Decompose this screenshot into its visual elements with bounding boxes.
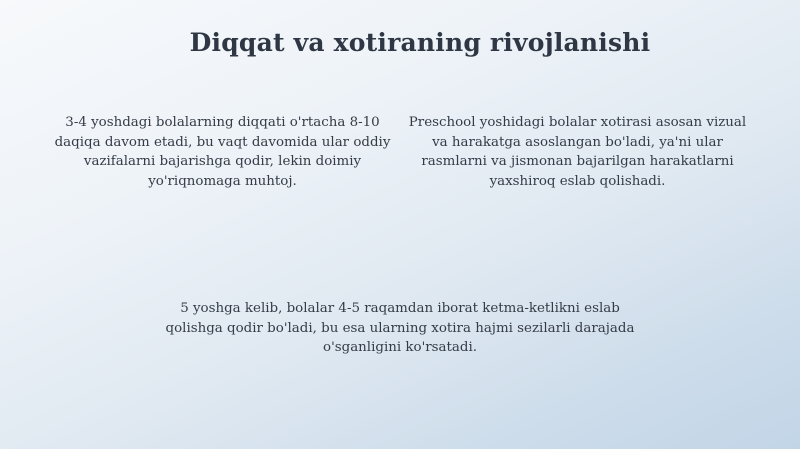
text-block-memory-capacity: 5 yoshga kelib, bolalar 4-5 raqamdan iborat ketma-ketlikni eslab qolishga qodir bo'ladi, bu esa ularning xotira hajmi sezilarli darajada o'sganligini ko'rsatadi.: [165, 301, 635, 355]
text-block-attention: 3-4 yoshdagi bolalarning diqqati o'rtacha 8-10 daqiqa davom etadi, bu vaqt davomida ular oddiy vazifalarni bajarishga qodir, lekin doimiy yo'riqnomaga muhtoj.: [54, 115, 391, 189]
slide-title: Diqqat va xotiraning rivojlanishi: [189, 28, 651, 57]
text-block-memory: Preschool yoshidagi bolalar xotirasi asosan vizual va harakatga asoslangan bo'ladi, ya'ni ular rasmlarni va jismonan bajarilgan harakatlarni yaxshiroq eslab qolishadi.: [408, 115, 747, 189]
